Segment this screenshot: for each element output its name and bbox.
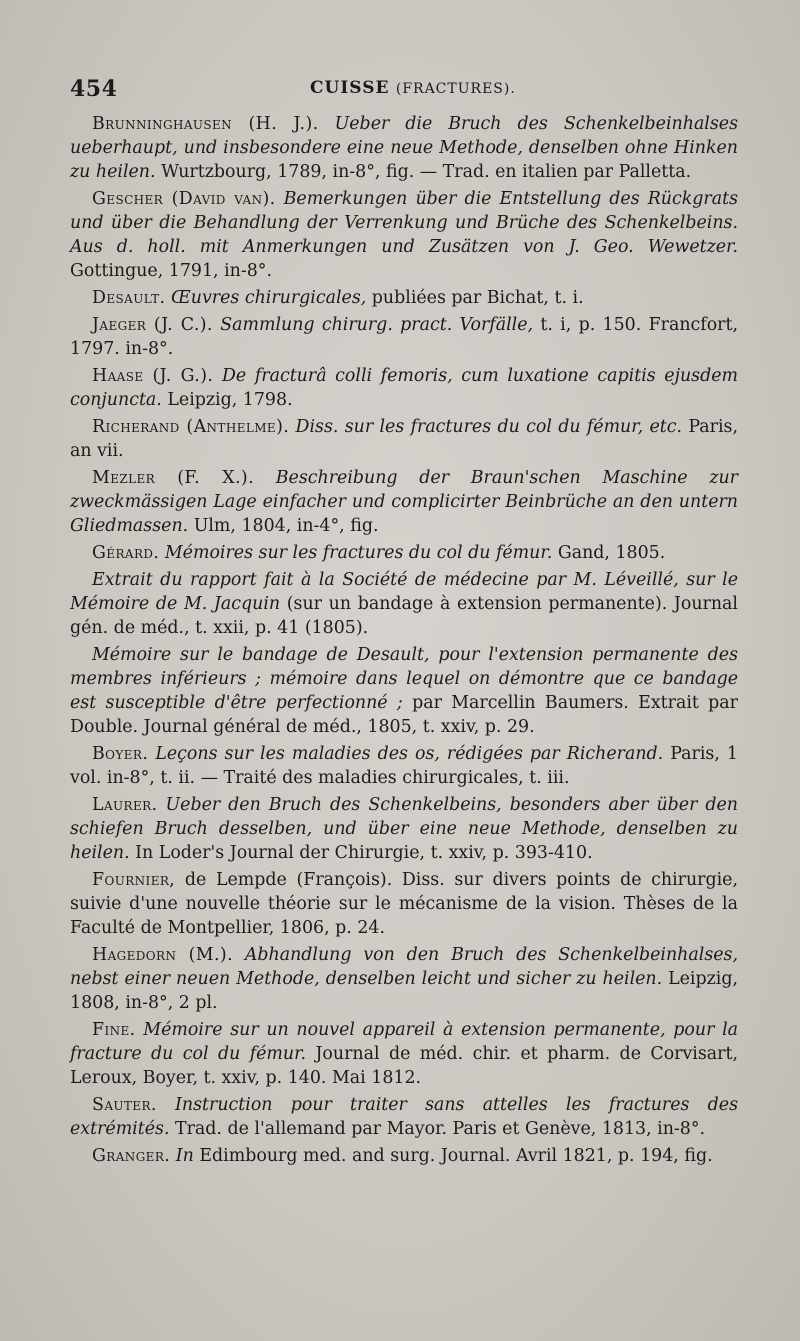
- entry-publication: Paris, an vii.: [70, 417, 739, 461]
- entry-author: Boyer.: [92, 744, 149, 764]
- entry-publication: par Marcellin Baumers. Extrait par Double. Journal général de méd., 1805, t. xxiv, p. 29.: [70, 693, 738, 737]
- bibliography-entry: [70, 364, 738, 412]
- bibliography-entry: [70, 286, 738, 310]
- entry-author: Richerand (Anthelme).: [92, 417, 290, 437]
- entry-author: Hagedorn (M.).: [92, 945, 234, 965]
- entry-publication: publiées par Bichat, t. i.: [371, 288, 584, 308]
- entry-title: Ueber die Bruch des Schenkelbeinhalses ueberhaupt, und insbesondere eine neue Methode, denselben ohne Hinken zu heilen.: [70, 114, 739, 182]
- entry-author: Gérard.: [92, 543, 160, 563]
- bibliography-entry: [70, 313, 738, 361]
- entry-publication: Leipzig, 1798.: [167, 390, 293, 410]
- entry-author: Fournier,: [92, 870, 176, 890]
- entry-title: Mémoire sur un nouvel appareil à extension permanente, pour la fracture du col du fémur.: [70, 1020, 739, 1064]
- entry-author: Fine.: [92, 1020, 136, 1040]
- entry-author: Desault.: [92, 288, 166, 308]
- entry-publication: Edimbourg med. and surg. Journal. Avril 1821, p. 194, fig.: [199, 1146, 713, 1166]
- bibliography-entry: [70, 187, 738, 283]
- entry-author: Gescher (David van).: [92, 189, 276, 209]
- entry-title: Mémoires sur les fractures du col du fémur.: [164, 543, 553, 563]
- entry-publication: Leipzig, 1808, in-8°, 2 pl.: [70, 969, 738, 1013]
- running-head-sub: (FRACTURES).: [395, 81, 516, 97]
- entry-author: Laurer.: [92, 795, 158, 815]
- entry-publication: Paris, 1 vol. in-8°, t. ii. — Traité des maladies chirurgicales, t. iii.: [70, 744, 738, 788]
- bibliography-entry: [70, 1093, 738, 1141]
- page-number: 454: [70, 76, 118, 102]
- entry-title: Instruction pour traiter sans attelles les fractures des extrémités.: [70, 1095, 738, 1139]
- entry-author: Granger.: [92, 1146, 171, 1166]
- page-header: [70, 76, 740, 106]
- entry-publication: Wurtzbourg, 1789, in-8°, fig. — Trad. en italien par Palletta.: [161, 162, 692, 182]
- entry-publication: Ulm, 1804, in-4°, fig.: [193, 516, 379, 536]
- entry-title: Sammlung chirurg. pract. Vorfälle,: [220, 315, 534, 335]
- entry-title: Mémoire sur le bandage de Desault, pour l'extension permanente des membres inférieurs ; mémoire dans lequel on démontre que ce bandage est susceptible d'être perfectionné ;: [70, 645, 738, 713]
- running-head-main: CUISSE: [310, 78, 390, 98]
- entry-title: Beschreibung der Braun'schen Maschine zur zweckmässigen Lage einfacher und complicirter Beinbrüche an den untern Gliedmassen.: [70, 468, 738, 536]
- bibliography-entry: [70, 793, 738, 865]
- bibliography-entry: [70, 1144, 738, 1168]
- bibliography-list: [70, 112, 738, 1171]
- entry-author: Mezler (F. X.).: [92, 468, 255, 488]
- entry-author: Sauter.: [92, 1095, 157, 1115]
- entry-publication: (sur un bandage à extension permanente). Journal gén. de méd., t. xxii, p. 41 (1805).: [70, 594, 738, 638]
- entry-title: Diss. sur les fractures du col du fémur, etc.: [295, 417, 683, 437]
- entry-title: Ueber den Bruch des Schenkelbeins, besonders aber über den schiefen Bruch desselben, und über eine neue Methode, denselben zu heilen.: [70, 795, 739, 863]
- bibliography-entry: [70, 643, 738, 739]
- entry-author: Jaeger (J. C.).: [92, 315, 213, 335]
- entry-title: Leçons sur les maladies des os, rédigées par Richerand.: [155, 744, 664, 764]
- entry-publication: Trad. de l'allemand par Mayor. Paris et Genève, 1813, in-8°.: [175, 1119, 706, 1139]
- entry-title: Abhandlung von den Bruch des Schenkelbeinhalses, nebst einer neuen Methode, denselben leicht und sicher zu heilen.: [70, 945, 738, 989]
- running-head: [310, 78, 516, 98]
- bibliography-entry: [70, 568, 738, 640]
- entry-title: In: [175, 1146, 194, 1166]
- entry-publication: Gottingue, 1791, in-8°.: [70, 261, 273, 281]
- entry-publication: de Lempde (François). Diss. sur divers points de chirurgie, suivie d'une nouvelle théorie sur le mécanisme de la vision. Thèses de la Faculté de Montpellier, 1806, p. 24.: [70, 870, 738, 938]
- entry-publication: Gand, 1805.: [557, 543, 666, 563]
- bibliography-entry: [70, 541, 738, 565]
- entry-publication: Journal de méd. chir. et pharm. de Corvisart, Leroux, Boyer, t. xxiv, p. 140. Mai 1812.: [70, 1044, 738, 1088]
- bibliography-entry: [70, 466, 738, 538]
- bibliography-entry: [70, 742, 738, 790]
- bibliography-entry: [70, 1018, 738, 1090]
- bibliography-entry: [70, 112, 738, 184]
- bibliography-entry: [70, 415, 738, 463]
- entry-title: De fracturâ colli femoris, cum luxatione capitis ejusdem conjuncta.: [70, 366, 739, 410]
- bibliography-entry: [70, 943, 738, 1015]
- entry-publication: t. i, p. 150. Francfort, 1797. in-8°.: [70, 315, 738, 359]
- entry-author: Brunninghausen (H. J.).: [92, 114, 319, 134]
- entry-author: Haase (J. G.).: [92, 366, 214, 386]
- entry-title: Extrait du rapport fait à la Société de médecine par M. Léveillé, sur le Mémoire de M. Jacquin: [70, 570, 738, 614]
- entry-title: Œuvres chirurgicales,: [170, 288, 367, 308]
- bibliography-entry: [70, 868, 738, 940]
- entry-publication: In Loder's Journal der Chirurgie, t. xxiv, p. 393-410.: [135, 843, 593, 863]
- entry-title: Bemerkungen über die Entstellung des Rückgrats und über die Behandlung der Verrenkung und Brüche des Schenkelbeins. Aus d. holl. mit Anmerkungen und Zusätzen von J. Geo. Wewetzer.: [70, 189, 738, 257]
